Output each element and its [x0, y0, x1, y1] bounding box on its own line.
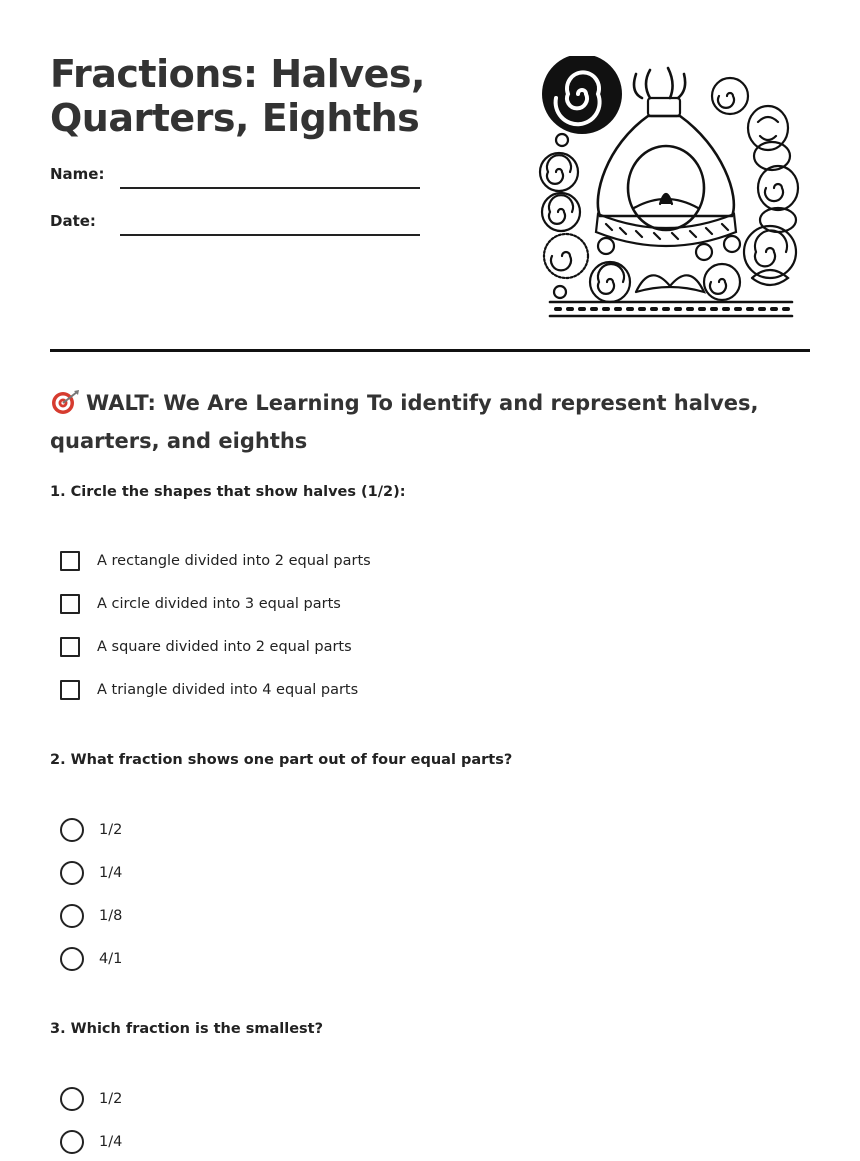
question-1-prompt: 1. Circle the shapes that show halves (1/2):	[50, 484, 406, 500]
question-1-option-2[interactable]	[60, 592, 560, 616]
checkbox[interactable]	[60, 680, 80, 700]
question-3-option-2[interactable]	[60, 1130, 560, 1154]
question-1-option-1[interactable]	[60, 549, 560, 573]
question-2-prompt: 2. What fraction shows one part out of four equal parts?	[50, 752, 513, 768]
option-label: 1/4	[99, 865, 123, 881]
option-label: 4/1	[99, 951, 123, 967]
option-label: A circle divided into 3 equal parts	[97, 596, 341, 612]
question-1-option-4[interactable]	[60, 678, 560, 702]
radio-button[interactable]	[60, 861, 84, 885]
option-label: 1/8	[99, 908, 123, 924]
checkbox[interactable]	[60, 637, 80, 657]
radio-button[interactable]	[60, 818, 84, 842]
name-field[interactable]	[120, 187, 420, 189]
option-label: A triangle divided into 4 equal parts	[97, 682, 359, 698]
question-2-option-1[interactable]	[60, 818, 560, 842]
radio-button[interactable]	[60, 1087, 84, 1111]
radio-button[interactable]	[60, 904, 84, 928]
walt-text: WALT: We Are Learning To identify and represent halves, quarters, and eighths	[50, 391, 759, 453]
radio-button[interactable]	[60, 947, 84, 971]
question-2-option-3[interactable]	[60, 904, 560, 928]
page-title: Fractions: Halves, Quarters, Eighths	[50, 52, 425, 140]
question-2-option-4[interactable]	[60, 947, 560, 971]
walt-heading	[50, 384, 810, 460]
option-label: A rectangle divided into 2 equal parts	[97, 553, 371, 569]
section-divider	[50, 349, 810, 352]
radio-button[interactable]	[60, 1130, 84, 1154]
question-3-prompt: 3. Which fraction is the smallest?	[50, 1021, 324, 1037]
question-3-option-1[interactable]	[60, 1087, 560, 1111]
option-label: 1/2	[99, 1091, 123, 1107]
checkbox[interactable]	[60, 551, 80, 571]
option-label: A square divided into 2 equal parts	[97, 639, 352, 655]
question-2-option-2[interactable]	[60, 861, 560, 885]
option-label: 1/4	[99, 1134, 123, 1150]
date-label: Date:	[50, 212, 96, 230]
checkbox[interactable]	[60, 594, 80, 614]
question-1-option-3[interactable]	[60, 635, 560, 659]
option-label: 1/2	[99, 822, 123, 838]
target-icon	[50, 389, 80, 415]
date-field[interactable]	[120, 234, 420, 236]
oven-illustration-icon	[536, 56, 804, 322]
name-label: Name:	[50, 165, 105, 183]
